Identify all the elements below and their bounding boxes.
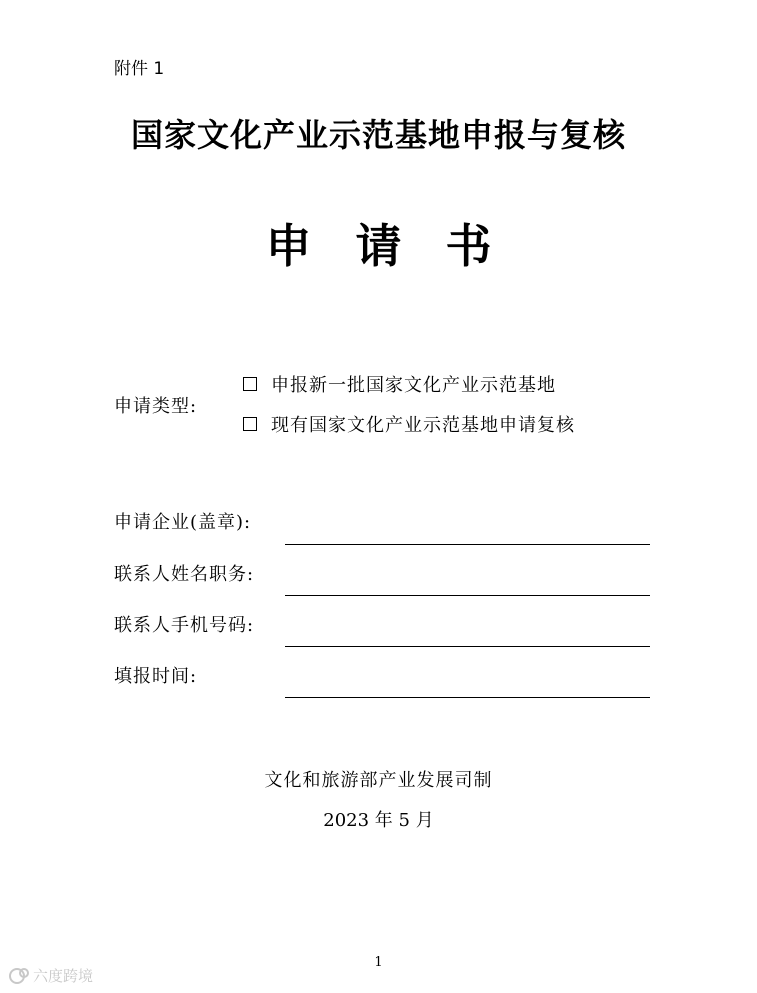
application-type-option-review[interactable] — [243, 411, 575, 437]
option-label: 现有国家文化产业示范基地申请复核 — [271, 415, 575, 436]
checkbox-review-application[interactable] — [243, 417, 257, 431]
option-label: 申报新一批国家文化产业示范基地 — [271, 375, 556, 396]
checkbox-new-application[interactable] — [243, 377, 257, 391]
chat-bubble-icon — [8, 967, 30, 985]
issuer: 文化和旅游部产业发展司制 — [264, 770, 493, 791]
watermark-text: 六度跨境 — [33, 967, 94, 985]
field-line-contact-phone[interactable] — [285, 646, 650, 647]
page-number: 1 — [374, 955, 383, 970]
field-label-contact-phone: 联系人手机号码: — [114, 615, 255, 636]
field-line-fill-date[interactable] — [285, 697, 650, 698]
field-line-contact-name[interactable] — [285, 595, 650, 596]
issue-date: 2023 年 5 月 — [323, 810, 434, 831]
field-label-company: 申请企业(盖章): — [114, 512, 252, 533]
attachment-label: 附件 1 — [114, 59, 165, 79]
field-line-company[interactable] — [285, 544, 650, 545]
document-title: 国家文化产业示范基地申报与复核 — [130, 116, 626, 154]
field-label-fill-date: 填报时间: — [114, 666, 198, 687]
application-type-label: 申请类型: — [114, 396, 198, 417]
watermark — [8, 965, 93, 986]
application-type-option-new[interactable] — [243, 371, 556, 397]
field-label-contact-name: 联系人姓名职务: — [114, 564, 255, 585]
document-subtitle: 申请书 — [265, 219, 536, 273]
